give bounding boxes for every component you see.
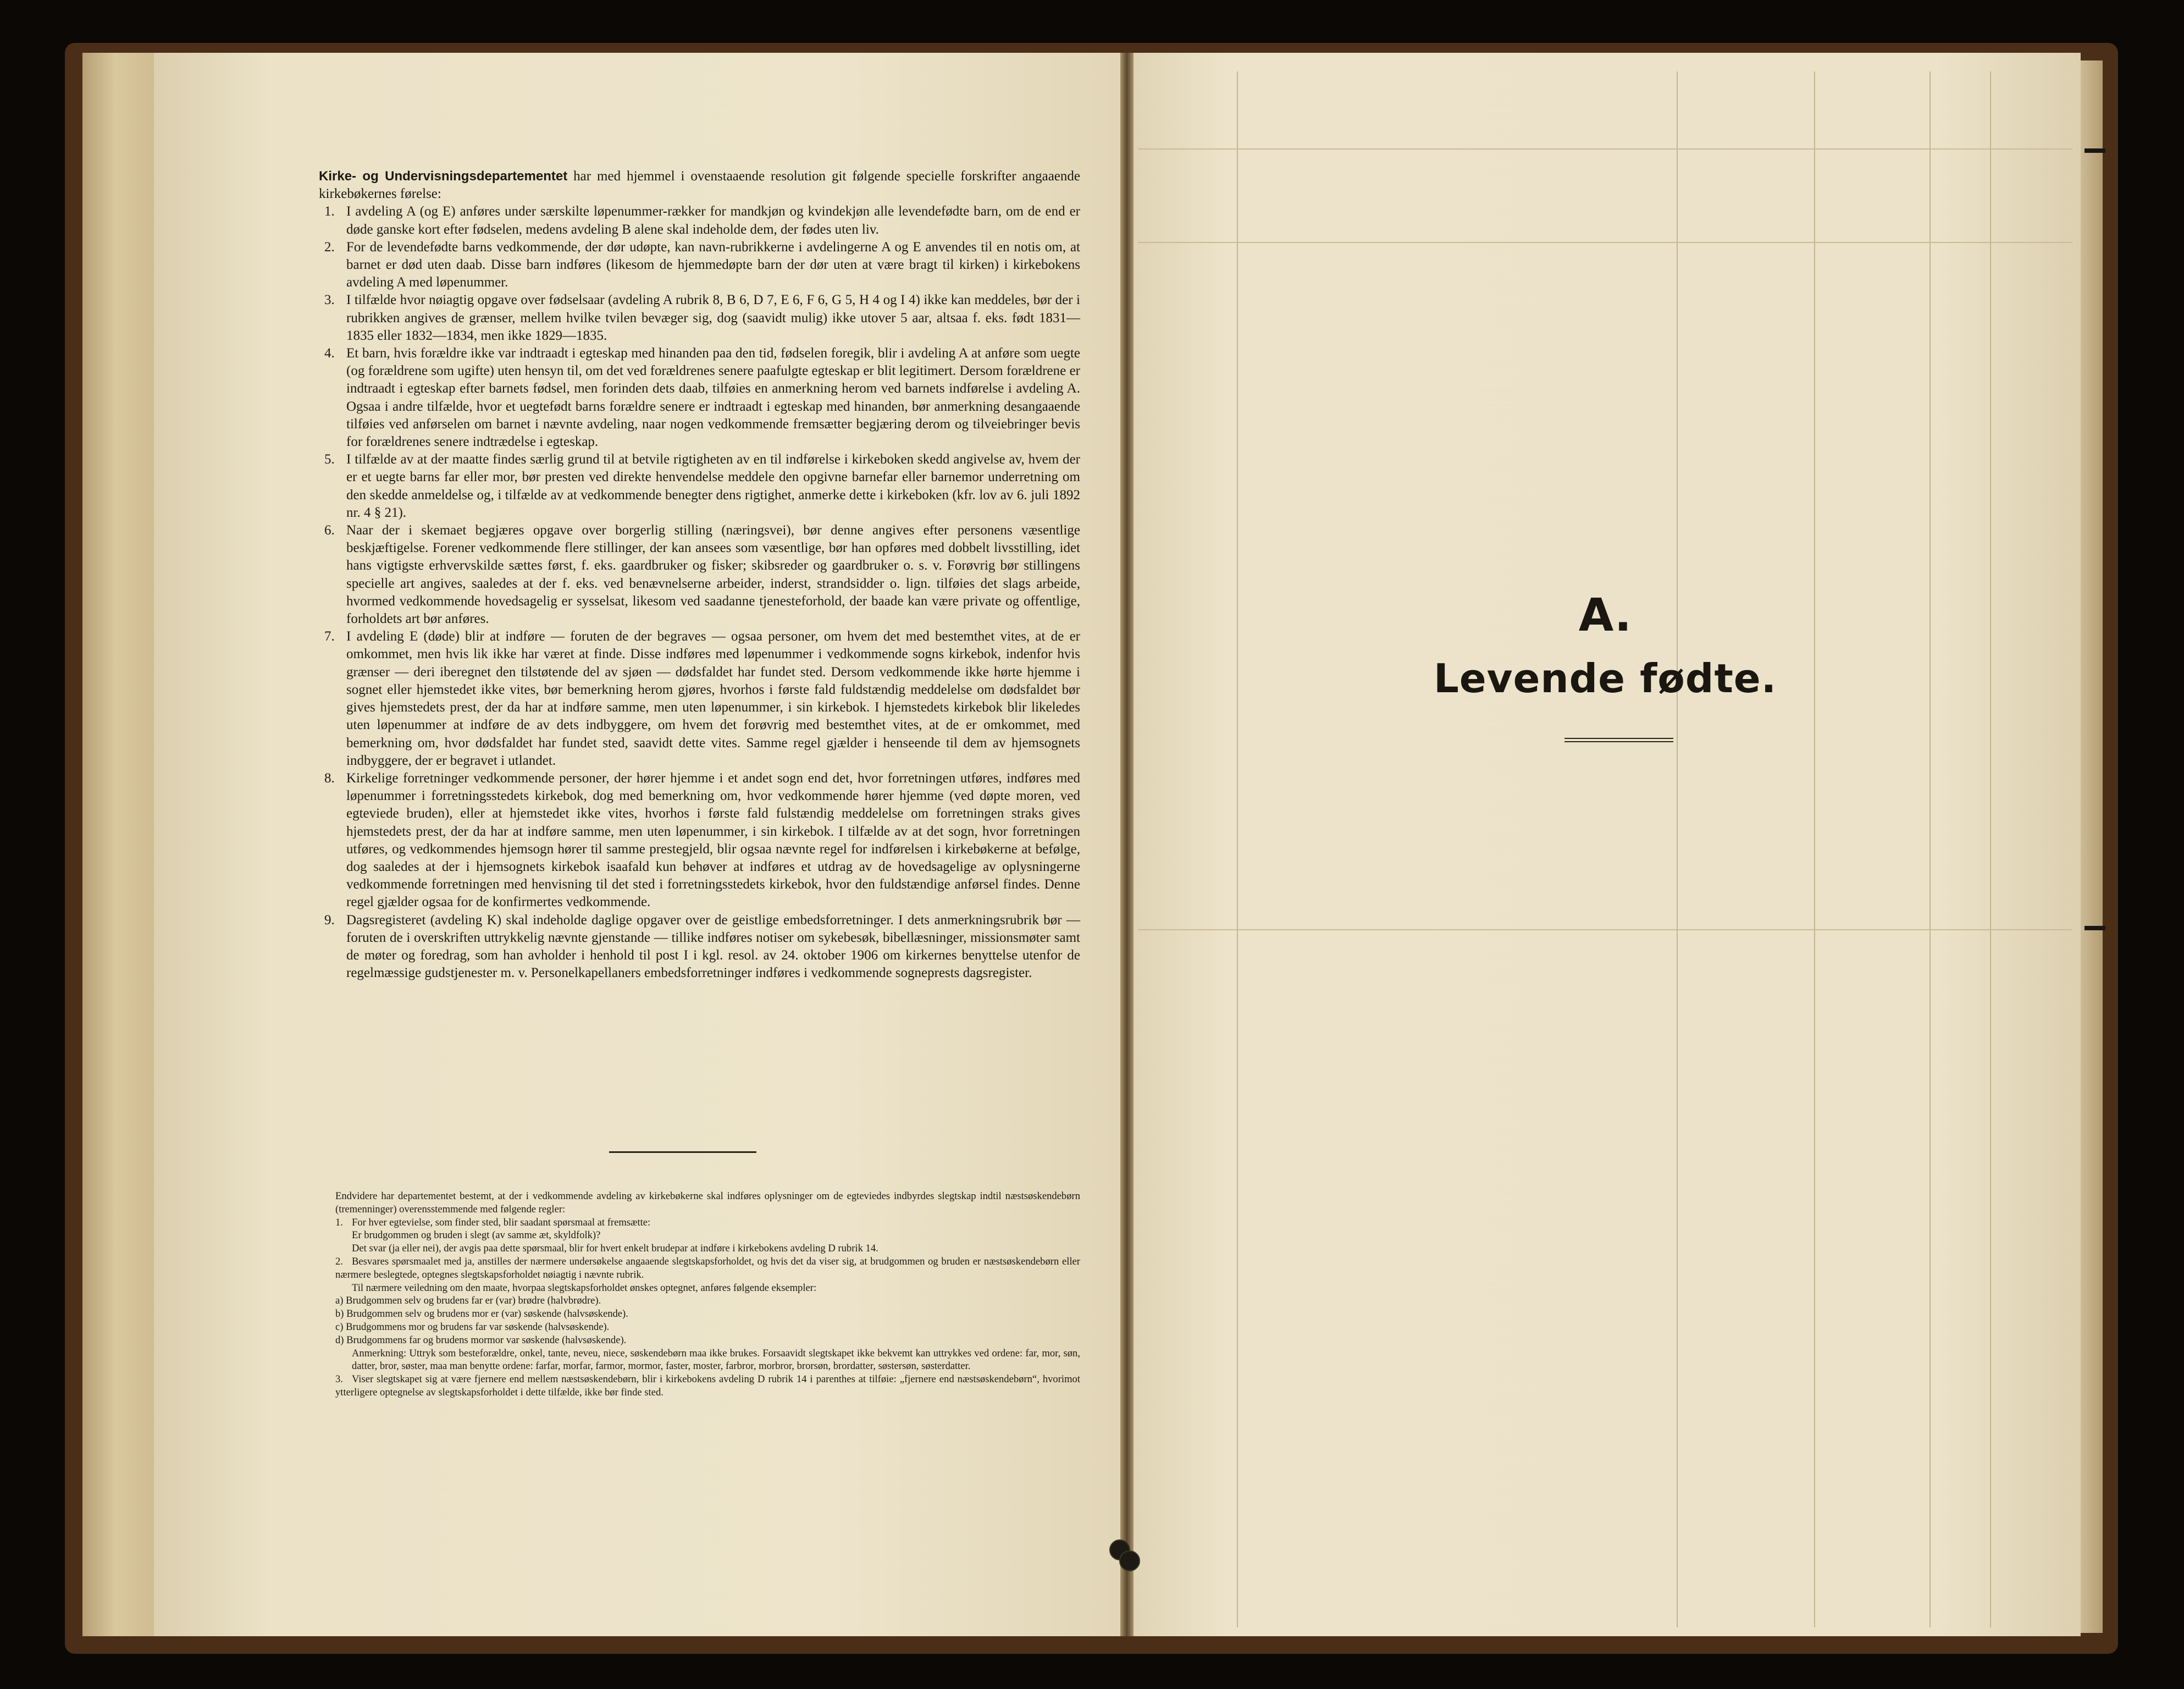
rules-list xyxy=(319,203,1080,982)
supplement-remark: Anmerkning: Uttryk som besteforældre, onkel, tante, neveu, niece, søskendebørn maa ikke brukes. Forsaavidt slegtskapet ikke bekvemt kan uttrykkes ved ordene: far, mor, søn, datter, bror, søster, maa man benytte ordene: farfar, morfar, farmor, mormor, faster, moster, farbror, morbror, brorsøn, brordatter, søstersøn, søsterdatter. xyxy=(352,1347,1080,1372)
rule-text: I tilfælde av at der maatte findes særlig grund til at betvile rigtigheten av en til indførelse i kirkeboken skedd angivelse av, hvem der er et uegte barns far eller mor, bør presten ved direkte henvendelse meddele den opgivne barnefar eller barnemor underretning om den skedde anmeldelse og, i tilfælde av at vedkommende benegter dens rigtighet, anmerke dette i kirkeboken (kfr. lov av 6. juli 1892 nr. 4 § 21). xyxy=(346,452,1080,520)
supplement-point xyxy=(308,1255,1080,1282)
ruling-line xyxy=(1814,71,1815,1627)
point-text: Besvares spørsmaalet med ja, anstilles der nærmere undersøkelse angaaende slegtskapsforholdet, og hvis det da viser sig, at brudgommen og bruden er næstsøskendebørn eller nærmere beslegtede, optegnes slegtskapsforholdet nøiagtig i nævnte rubrik. xyxy=(335,1255,1080,1280)
example-item: a) Brudgommen selv og brudens far er (var) brødre (halvbrødre). xyxy=(335,1295,601,1307)
rule-number: 4. xyxy=(324,346,335,361)
rule-number: 5. xyxy=(324,452,335,467)
ruling-line xyxy=(1677,71,1678,1627)
supplement-question: Er brudgommen og bruden i slegt (av samme æt, skyldfolk)? xyxy=(352,1229,601,1241)
title-underline xyxy=(1564,738,1673,742)
rule-number: 9. xyxy=(324,912,335,928)
ruling-line xyxy=(1990,71,1991,1627)
intro-bold: Kirke- og Undervisningsdepartementet xyxy=(319,169,568,184)
rule-number: 2. xyxy=(324,239,335,255)
point-number: 1. xyxy=(335,1216,343,1228)
rule-number: 3. xyxy=(324,292,335,308)
rule-number: 7. xyxy=(324,629,335,644)
index-tab-mark xyxy=(2085,148,2105,153)
rule-number: 6. xyxy=(324,523,335,538)
regulations-text xyxy=(319,168,1080,982)
supplement-intro: Endvidere har departementet bestemt, at der i vedkommende avdeling av kirkebøkerne skal indføres oplysninger om de egteviedes indbyrdes slegtskap indtil næstsøskendebørn (tremenninger) overensstemmende med følgende regler: xyxy=(335,1190,1080,1215)
example-item: b) Brudgommen selv og brudens mor er (var) søskende (halvsøskende). xyxy=(335,1308,628,1320)
section-title: Levende fødte. xyxy=(1433,655,1777,702)
point-text: Viser slegtskapet sig at være fjernere end mellem næstsøskendebørn, blir i kirkebokens avdeling D rubrik 14 i parenthes at tilføie: „fjernere end næstsøskendebørn“, hvorimot ytterligere optegnelse av slegtskapsforholdet i dette tilfælde, ikke bør finde sted. xyxy=(335,1373,1080,1398)
rule-item xyxy=(319,345,1080,451)
ruling-line xyxy=(1138,242,2072,243)
section-letter: A. xyxy=(1578,589,1632,642)
rule-item xyxy=(319,770,1080,912)
rule-item xyxy=(319,203,1080,238)
ruling-line xyxy=(1138,148,2072,150)
page-edges-right xyxy=(2081,60,2103,1633)
rule-item xyxy=(319,291,1080,345)
ruling-line xyxy=(1237,71,1238,1627)
rule-text: Kirkelige forretninger vedkommende personer, der hører hjemme i et andet sogn end det, hvor forretningen utføres, indføres med løpenummer i forretningsstedets kirkebok, dog med bemerkning om, hvor vedkommende hører hjemme (ved døpte moren, ved egteviede bruden), eller at hjemstedet ikke vites, hvorhos i første fald fulstændig meddelelse om forretningen straks gives hjemstedets prest, der da har at indføre samme, men uten løpenummer, i sin kirkebok. I tilfælde av at det sogn, hvor forretningen utføres, og vedkommendes hjemsogn hører til samme prestegjeld, blir ogsaa nævnte regel for indførelsen i kirkebøkerne at befølge, dog saaledes at der i hjemsognets kirkebok isaafald kun behøver at indføres et utdrag av de hovedsagelige av oplysningerne vedkommende forretningen med henvisning til det sted i forretningsstedets kirkebok, hvor den fuldstændige anførsel findes. Denne regel gjælder ogsaa for de konfirmertes vedkommende. xyxy=(346,770,1080,910)
section-divider xyxy=(609,1151,756,1153)
example-item: d) Brudgommens far og brudens mormor var søskende (halvsøskende). xyxy=(335,1334,627,1346)
kinship-supplement xyxy=(308,1190,1080,1399)
book-gutter xyxy=(1120,53,1134,1636)
rule-text: For de levendefødte barns vedkommende, der dør udøpte, kan navn-rubrikkerne i avdelingerne A og E anvendes til en notis om, at barnet er død uten daab. Disse barn indføres (likesom de hjemmedøpte barn der dør uten at være bragt til kirken) i kirkebokens avdeling A med løpenummer. xyxy=(346,239,1080,290)
index-tab-mark xyxy=(2085,926,2105,930)
rule-number: 1. xyxy=(324,204,335,219)
intro-rest: har med hjemmel i ovenstaaende resolution git følgende specielle forskrifter angaaende kirkebøkernes førelse: xyxy=(319,169,1080,202)
point-text: For hver egtevielse, som finder sted, blir saadant spørsmaal at fremsætte: xyxy=(352,1216,651,1228)
rule-text: Naar der i skemaet begjæres opgave over borgerlig stilling (næringsvei), bør denne angives efter personens væsentlige beskjæftigelse. Forener vedkommende flere stillinger, der kan ansees som væsentlige, bør han opføres med dobbelt livsstilling, idet hans vigtigste erhvervskilde sættes først, f. eks. gaardbruker og fisker; skibsreder og gaardbruker o. s. v. Forøvrig bør stillingens specielle art angives, saaledes at der f. eks. ved benævnelserne arbeider, inderst, strandsidder o. lign. tilføies det slags arbeide, hvormed vedkommende hovedsagelig er sysselsat, likesom ved saadanne tjenesteforhold, der baade kan være private og offentlige, forholdets art bør anføres. xyxy=(346,523,1080,627)
rule-number: 8. xyxy=(324,770,335,786)
rule-item xyxy=(319,912,1080,983)
example-item: c) Brudgommens mor og brudens far var søskende (halvsøskende). xyxy=(335,1321,610,1333)
rule-text: I avdeling A (og E) anføres under særskilte løpenummer-rækker for mandkjøn og kvindekjøn alle levendefødte barn, om de end er døde ganske kort efter fødselen, medens avdeling B alene skal indeholde dem, der fødes uten liv. xyxy=(346,204,1080,237)
supplement-note: Det svar (ja eller nei), der avgis paa dette spørsmaal, blir for hvert enkelt brudepar at indføre i kirkebokens avdeling D rubrik 14. xyxy=(352,1243,878,1255)
supplement-examples-intro: Til nærmere veiledning om den maate, hvorpaa slegtskapsforholdet ønskes optegnet, anføres følgende eksempler: xyxy=(352,1282,817,1294)
binding-clip xyxy=(1119,1550,1140,1571)
page-edges-left xyxy=(82,53,165,1636)
rule-item xyxy=(319,628,1080,770)
rule-text: I avdeling E (døde) blir at indføre — foruten de der begraves — ogsaa personer, om hvem det med bestemthet vites, at de er omkommet, men hvis lik ikke har været at finde. Disse indføres med løpenummer i vedkommende sogns kirkebok, indenfor hvis grænser — deri iberegnet den tilstøtende del av sjøen — dødsfaldet har fundet sted. Dersom vedkommende ikke hørte hjemme i sognet eller hjemstedet ikke vites, bør bemerkning herom gjøres, hvorhos i første fald fuldstændig meddelelse om dødsfaldet bør gives hjemstedets prest, der da har at indføre samme, men uten løpenummer, i sin kirkebok. I hjemstedets kirkebok blir likeledes uten løpenummer at indføre de av dets indbyggere, om hvem det forøvrig med bestemthet vites, at de er omkommet, med bemerkning om, hvor dødsfaldet har fundet sted, saavidt dette vites. Samme regel gjælder i henseende til dem av hjemsognets indbyggere, der er begravet i utlandet. xyxy=(346,629,1080,768)
ruling-line xyxy=(1138,929,2072,930)
rule-item xyxy=(319,239,1080,292)
supplement-point xyxy=(308,1373,1080,1399)
point-number: 2. xyxy=(335,1255,343,1267)
rule-text: I tilfælde hvor nøiagtig opgave over fødselsaar (avdeling A rubrik 8, B 6, D 7, E 6, F 6, G 5, H 4 og I 4) ikke kan meddeles, bør der i rubrikken angives de grænser, mellem hvilke tvilen bevæger sig, dog (saavidt mulig) ikke utover 5 aar, altsaa f. eks. født 1831—1835 eller 1832—1834, men ikke 1829—1835. xyxy=(346,292,1080,343)
supplement-point xyxy=(308,1216,1080,1229)
rule-item xyxy=(319,522,1080,628)
right-page xyxy=(1132,53,2081,1636)
rule-item xyxy=(319,451,1080,522)
rule-text: Et barn, hvis forældre ikke var indtraadt i egteskap med hinanden paa den tid, fødselen foregik, blir i avdeling A at anføre som uegte (og forældrene som ugifte) uten hensyn til, om det ved forældrenes senere paafulgte egteskap er blit legitimert. Dersom forældrene er indtraadt i egteskap efter barnets fødsel, men forinden dets daab, tilføies en anmerkning herom ved barnets indførelse i avdeling A. Ogsaa i andre tilfælde, hvor et uegtefødt barns forældre senere er indtraadt i egteskap med hinanden, bør anmerkning desangaaende tilføies ved anførselen om barnet i nævnte avdeling, naar nogen vedkommende fremsætter begjæring derom og tilveiebringer bevis for forældrenes senere indtrædelse i egteskap. xyxy=(346,346,1080,450)
rule-text: Dagsregisteret (avdeling K) skal indeholde daglige opgaver over de geistlige embedsforretninger. I dets anmerkningsrubrik bør — foruten de i overskriften uttrykkelig nævnte gjenstande — tillike indføres notiser om sykebesøk, bibellæsninger, missionsmøter samt de møter og foredrag, som han avholder i henhold til post I i kgl. resol. av 24. oktober 1906 om kirkernes benyttelse utenfor de regelmæssige gudstjenester m. v. Personelkapellaners embedsforretninger indføres i vedkommende sogneprests dagsregister. xyxy=(346,912,1080,981)
intro-paragraph xyxy=(319,168,1080,203)
ruling-line xyxy=(1929,71,1931,1627)
point-number: 3. xyxy=(335,1373,343,1386)
